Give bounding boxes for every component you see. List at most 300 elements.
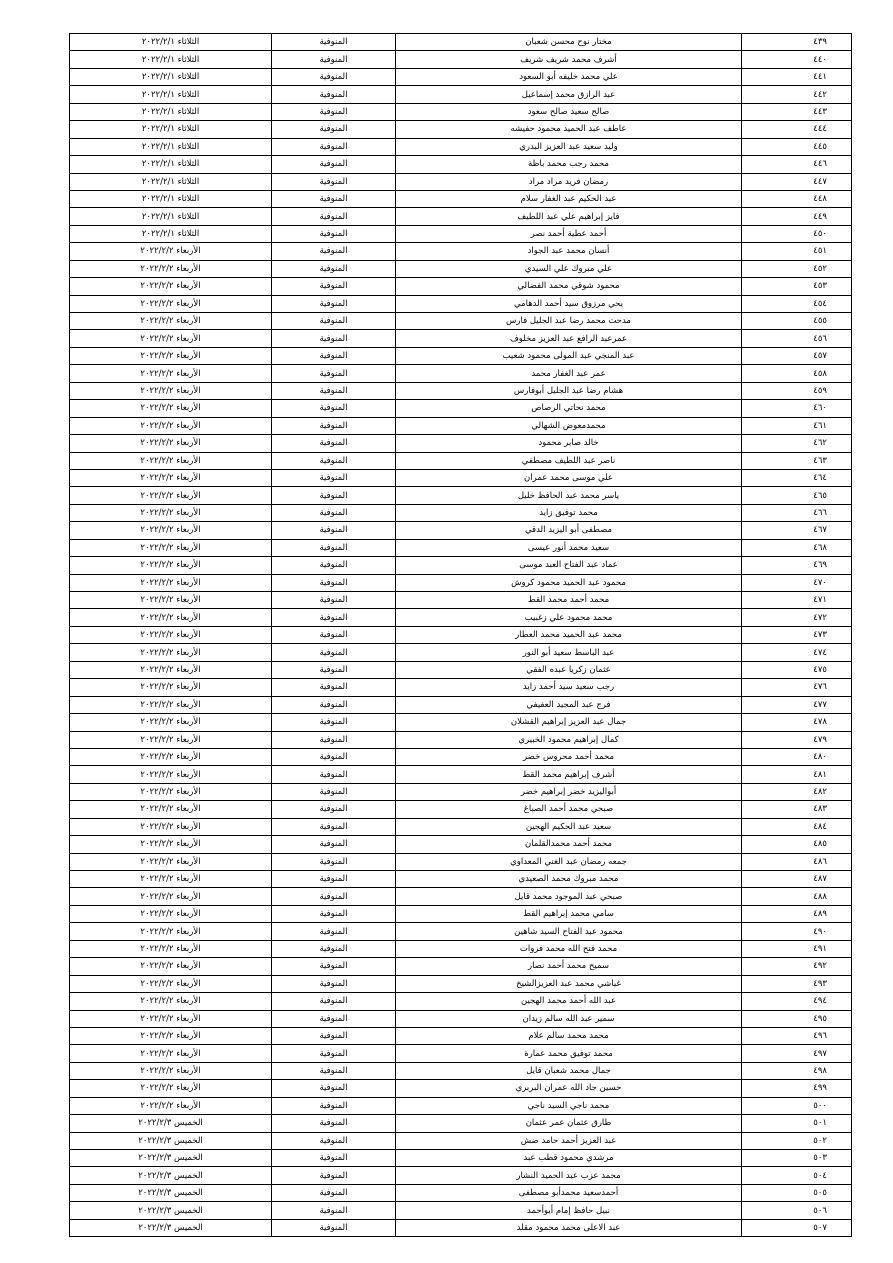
date-cell: الثلاثاء ٢٠٢٢/٢/١ (70, 121, 272, 138)
governorate-cell: المنوفية (272, 1167, 396, 1184)
table-row (70, 574, 852, 591)
date-cell: الأربعاء ٢٠٢٢/٢/٢ (70, 644, 272, 661)
row-number-cell: ٥٠٢ (742, 1132, 852, 1149)
name-cell: نبيل حافظ إمام أبوأحمد (396, 1202, 742, 1219)
name-cell: علي مبروك علي السيدي (396, 260, 742, 277)
table-row (70, 1027, 852, 1044)
table-row (70, 557, 852, 574)
governorate-cell: المنوفية (272, 731, 396, 748)
date-cell: الأربعاء ٢٠٢٢/٢/٢ (70, 1062, 272, 1079)
date-cell: الأربعاء ٢٠٢٢/٢/٢ (70, 888, 272, 905)
governorate-cell: المنوفية (272, 208, 396, 225)
governorate-cell: المنوفية (272, 940, 396, 957)
row-number-cell: ٤٩٠ (742, 923, 852, 940)
name-cell: محمد مبروك محمد الصعيدي (396, 871, 742, 888)
table-row (70, 644, 852, 661)
row-number-cell: ٤٥٠ (742, 225, 852, 242)
row-number-cell: ٥٠٣ (742, 1150, 852, 1167)
governorate-cell: المنوفية (272, 487, 396, 504)
date-cell: الأربعاء ٢٠٢٢/٢/٢ (70, 748, 272, 765)
table-row (70, 609, 852, 626)
row-number-cell: ٤٧٩ (742, 731, 852, 748)
date-cell: الأربعاء ٢٠٢٢/٢/٢ (70, 783, 272, 800)
table-row (70, 452, 852, 469)
table-row (70, 295, 852, 312)
table-row (70, 260, 852, 277)
row-number-cell: ٤٤١ (742, 68, 852, 85)
governorate-cell: المنوفية (272, 243, 396, 260)
row-number-cell: ٤٨٩ (742, 905, 852, 922)
name-cell: رجب سعيد سيد أحمد زايد (396, 679, 742, 696)
name-cell: عبد الرازق محمد إسماعيل (396, 86, 742, 103)
row-number-cell: ٥٠٦ (742, 1202, 852, 1219)
date-cell: الأربعاء ٢٠٢٢/٢/٢ (70, 626, 272, 643)
governorate-cell: المنوفية (272, 1027, 396, 1044)
date-cell: الأربعاء ٢٠٢٢/٢/٢ (70, 382, 272, 399)
date-cell: الأربعاء ٢٠٢٢/٢/٢ (70, 1010, 272, 1027)
date-cell: الثلاثاء ٢٠٢٢/٢/١ (70, 138, 272, 155)
name-cell: محمد نحاتي الرصاص (396, 400, 742, 417)
row-number-cell: ٤٧٢ (742, 609, 852, 626)
date-cell: الثلاثاء ٢٠٢٢/٢/١ (70, 225, 272, 242)
date-cell: الأربعاء ٢٠٢٢/٢/٢ (70, 574, 272, 591)
table-row (70, 766, 852, 783)
table-row (70, 626, 852, 643)
table-row (70, 1062, 852, 1079)
table-row (70, 888, 852, 905)
governorate-cell: المنوفية (272, 469, 396, 486)
row-number-cell: ٤٩٦ (742, 1027, 852, 1044)
table-row (70, 592, 852, 609)
date-cell: الأربعاء ٢٠٢٢/٢/٢ (70, 522, 272, 539)
governorate-cell: المنوفية (272, 905, 396, 922)
name-cell: يحي مرزوق سيد أحمد الدهامي (396, 295, 742, 312)
date-cell: الثلاثاء ٢٠٢٢/٢/١ (70, 190, 272, 207)
table-row (70, 208, 852, 225)
row-number-cell: ٤٨٣ (742, 801, 852, 818)
name-cell: عثمان زكريا عبده الفقي (396, 661, 742, 678)
table-row (70, 1045, 852, 1062)
table-row (70, 225, 852, 242)
date-cell: الأربعاء ٢٠٢٢/٢/٢ (70, 661, 272, 678)
row-number-cell: ٤٥١ (742, 243, 852, 260)
row-number-cell: ٤٥٩ (742, 382, 852, 399)
governorate-cell: المنوفية (272, 1115, 396, 1132)
name-cell: عمر عبد الغفار محمد (396, 365, 742, 382)
governorate-cell: المنوفية (272, 958, 396, 975)
row-number-cell: ٤٤٣ (742, 103, 852, 120)
name-cell: فرج عبد المجيد العفيفي (396, 696, 742, 713)
table-row (70, 51, 852, 68)
name-cell: مرشدي محمود قطب عبد (396, 1150, 742, 1167)
row-number-cell: ٥٠٥ (742, 1184, 852, 1201)
governorate-cell: المنوفية (272, 644, 396, 661)
row-number-cell: ٤٤٥ (742, 138, 852, 155)
table-row (70, 278, 852, 295)
row-number-cell: ٤٧٦ (742, 679, 852, 696)
table-row (70, 103, 852, 120)
table-row (70, 853, 852, 870)
governorate-cell: المنوفية (272, 103, 396, 120)
table-row (70, 382, 852, 399)
date-cell: الأربعاء ٢٠٢٢/٢/٢ (70, 592, 272, 609)
table-row (70, 1097, 852, 1114)
date-cell: الأربعاء ٢٠٢٢/٢/٢ (70, 905, 272, 922)
name-cell: عبد المنجي عبد المولى محمود شعيب (396, 347, 742, 364)
row-number-cell: ٤٨٥ (742, 836, 852, 853)
table-row (70, 783, 852, 800)
row-number-cell: ٤٩٩ (742, 1080, 852, 1097)
table-row (70, 330, 852, 347)
row-number-cell: ٤٥٨ (742, 365, 852, 382)
row-number-cell: ٤٧٥ (742, 661, 852, 678)
table-row (70, 923, 852, 940)
name-cell: عبد الله أحمد محمد الهجين (396, 993, 742, 1010)
name-cell: عبد الباسط سعيد أبو النور (396, 644, 742, 661)
table-row (70, 1202, 852, 1219)
table-row (70, 121, 852, 138)
row-number-cell: ٤٨٢ (742, 783, 852, 800)
date-cell: الأربعاء ٢٠٢٢/٢/٢ (70, 993, 272, 1010)
row-number-cell: ٤٦١ (742, 417, 852, 434)
table-row (70, 731, 852, 748)
governorate-cell: المنوفية (272, 574, 396, 591)
governorate-cell: المنوفية (272, 295, 396, 312)
row-number-cell: ٥٠٤ (742, 1167, 852, 1184)
governorate-cell: المنوفية (272, 225, 396, 242)
date-cell: الخميس ٢٠٢٢/٢/٣ (70, 1219, 272, 1236)
table-row (70, 138, 852, 155)
governorate-cell: المنوفية (272, 714, 396, 731)
row-number-cell: ٤٦٦ (742, 504, 852, 521)
name-cell: فايز إبراهيم علي عبد اللطيف (396, 208, 742, 225)
table-row (70, 469, 852, 486)
name-cell: عاطف عبد الحميد محمود حفيشه (396, 121, 742, 138)
name-cell: عبد الحكيم عبد الغفار سلام (396, 190, 742, 207)
row-number-cell: ٤٨٤ (742, 818, 852, 835)
date-cell: الثلاثاء ٢٠٢٢/٢/١ (70, 68, 272, 85)
name-cell: رمضان فريد مراد مراد (396, 173, 742, 190)
row-number-cell: ٤٦٩ (742, 557, 852, 574)
governorate-cell: المنوفية (272, 1132, 396, 1149)
table-row (70, 1150, 852, 1167)
date-cell: الأربعاء ٢٠٢٢/٢/٢ (70, 400, 272, 417)
row-number-cell: ٤٦٢ (742, 435, 852, 452)
name-cell: طارق عثمان عمر عثمان (396, 1115, 742, 1132)
table-row (70, 34, 852, 51)
date-cell: الأربعاء ٢٠٢٢/٢/٢ (70, 1097, 272, 1114)
governorate-cell: المنوفية (272, 504, 396, 521)
row-number-cell: ٤٤٠ (742, 51, 852, 68)
name-cell: سميح محمد أحمد نصار (396, 958, 742, 975)
table-row (70, 156, 852, 173)
date-cell: الأربعاء ٢٠٢٢/٢/٢ (70, 260, 272, 277)
name-cell: محمود شوقي محمد الفضالي (396, 278, 742, 295)
table-row (70, 1219, 852, 1236)
name-cell: خالد صابر محمود (396, 435, 742, 452)
table-row (70, 661, 852, 678)
records-table-body (70, 34, 852, 1237)
governorate-cell: المنوفية (272, 313, 396, 330)
name-cell: عبد الاعلى محمد محمود مقلد (396, 1219, 742, 1236)
name-cell: سامي محمد إبراهيم القط (396, 905, 742, 922)
governorate-cell: المنوفية (272, 138, 396, 155)
date-cell: الخميس ٢٠٢٢/٢/٣ (70, 1167, 272, 1184)
date-cell: الثلاثاء ٢٠٢٢/٢/١ (70, 86, 272, 103)
table-row (70, 365, 852, 382)
name-cell: محمد رجب محمد باظة (396, 156, 742, 173)
name-cell: محمد أحمد محروس خضر (396, 748, 742, 765)
row-number-cell: ٤٨٨ (742, 888, 852, 905)
governorate-cell: المنوفية (272, 626, 396, 643)
row-number-cell: ٥٠١ (742, 1115, 852, 1132)
row-number-cell: ٤٥٦ (742, 330, 852, 347)
name-cell: سعيد محمد أنور عيسى (396, 539, 742, 556)
date-cell: الخميس ٢٠٢٢/٢/٣ (70, 1202, 272, 1219)
row-number-cell: ٤٦٨ (742, 539, 852, 556)
row-number-cell: ٤٦٤ (742, 469, 852, 486)
table-row (70, 679, 852, 696)
table-row (70, 905, 852, 922)
date-cell: الأربعاء ٢٠٢٢/٢/٢ (70, 295, 272, 312)
table-row (70, 68, 852, 85)
date-cell: الأربعاء ٢٠٢٢/٢/٢ (70, 696, 272, 713)
row-number-cell: ٤٧٠ (742, 574, 852, 591)
governorate-cell: المنوفية (272, 51, 396, 68)
governorate-cell: المنوفية (272, 1219, 396, 1236)
row-number-cell: ٤٧٨ (742, 714, 852, 731)
date-cell: الأربعاء ٢٠٢٢/٢/٢ (70, 1045, 272, 1062)
name-cell: جمعه رمضان عبد الغني المعداوي (396, 853, 742, 870)
table-row (70, 400, 852, 417)
governorate-cell: المنوفية (272, 661, 396, 678)
table-row (70, 714, 852, 731)
row-number-cell: ٤٧٧ (742, 696, 852, 713)
governorate-cell: المنوفية (272, 679, 396, 696)
governorate-cell: المنوفية (272, 871, 396, 888)
table-row (70, 313, 852, 330)
row-number-cell: ٤٩٤ (742, 993, 852, 1010)
name-cell: عماد عبد الفتاح العبد موسى (396, 557, 742, 574)
date-cell: الأربعاء ٢٠٢٢/٢/٢ (70, 940, 272, 957)
row-number-cell: ٤٤٢ (742, 86, 852, 103)
governorate-cell: المنوفية (272, 783, 396, 800)
date-cell: الثلاثاء ٢٠٢٢/٢/١ (70, 208, 272, 225)
table-row (70, 993, 852, 1010)
table-row (70, 1167, 852, 1184)
date-cell: الأربعاء ٢٠٢٢/٢/٢ (70, 435, 272, 452)
row-number-cell: ٤٩٨ (742, 1062, 852, 1079)
name-cell: محمد عبد الحميد محمد العطار (396, 626, 742, 643)
date-cell: الأربعاء ٢٠٢٢/٢/٢ (70, 958, 272, 975)
row-number-cell: ٤٦٥ (742, 487, 852, 504)
records-table (69, 33, 852, 1237)
row-number-cell: ٤٦٧ (742, 522, 852, 539)
row-number-cell: ٤٨٦ (742, 853, 852, 870)
name-cell: محمد توفيق زايد (396, 504, 742, 521)
name-cell: محمد محمود علي زغبيب (396, 609, 742, 626)
name-cell: غباشي محمد عبد العزيزالشيخ (396, 975, 742, 992)
governorate-cell: المنوفية (272, 923, 396, 940)
row-number-cell: ٤٥٣ (742, 278, 852, 295)
row-number-cell: ٤٤٩ (742, 208, 852, 225)
date-cell: الثلاثاء ٢٠٢٢/٢/١ (70, 103, 272, 120)
date-cell: الأربعاء ٢٠٢٢/٢/٢ (70, 975, 272, 992)
table-row (70, 86, 852, 103)
governorate-cell: المنوفية (272, 121, 396, 138)
date-cell: الأربعاء ٢٠٢٢/٢/٢ (70, 347, 272, 364)
name-cell: علي محمد خليفه أبو السعود (396, 68, 742, 85)
date-cell: الأربعاء ٢٠٢٢/٢/٢ (70, 766, 272, 783)
table-row (70, 243, 852, 260)
name-cell: مدحت محمد رضا عبد الجليل فارس (396, 313, 742, 330)
governorate-cell: المنوفية (272, 557, 396, 574)
name-cell: أحمد عطية أحمد نصر (396, 225, 742, 242)
governorate-cell: المنوفية (272, 1184, 396, 1201)
row-number-cell: ٥٠٧ (742, 1219, 852, 1236)
date-cell: الأربعاء ٢٠٢٢/٢/٢ (70, 504, 272, 521)
row-number-cell: ٤٩١ (742, 940, 852, 957)
governorate-cell: المنوفية (272, 888, 396, 905)
date-cell: الخميس ٢٠٢٢/٢/٣ (70, 1184, 272, 1201)
date-cell: الأربعاء ٢٠٢٢/٢/٢ (70, 1080, 272, 1097)
governorate-cell: المنوفية (272, 748, 396, 765)
table-row (70, 871, 852, 888)
date-cell: الأربعاء ٢٠٢٢/٢/٢ (70, 853, 272, 870)
governorate-cell: المنوفية (272, 609, 396, 626)
name-cell: محمد أحمد محمدالقلمان (396, 836, 742, 853)
row-number-cell: ٤٤٧ (742, 173, 852, 190)
name-cell: محمدمعوض الشهالي (396, 417, 742, 434)
table-row (70, 975, 852, 992)
date-cell: الأربعاء ٢٠٢٢/٢/٢ (70, 278, 272, 295)
governorate-cell: المنوفية (272, 382, 396, 399)
governorate-cell: المنوفية (272, 1202, 396, 1219)
name-cell: جمال محمد شعبان قايل (396, 1062, 742, 1079)
governorate-cell: المنوفية (272, 173, 396, 190)
name-cell: أحمدسعيد محمدأبو مصطفى (396, 1184, 742, 1201)
table-row (70, 173, 852, 190)
date-cell: الثلاثاء ٢٠٢٢/٢/١ (70, 51, 272, 68)
date-cell: الأربعاء ٢٠٢٢/٢/٢ (70, 871, 272, 888)
governorate-cell: المنوفية (272, 400, 396, 417)
name-cell: مختار نوح محسن شعبان (396, 34, 742, 51)
name-cell: ياسر محمد عبد الحافظ خليل (396, 487, 742, 504)
governorate-cell: المنوفية (272, 365, 396, 382)
name-cell: محمود عبد الحميد محمود كروش (396, 574, 742, 591)
table-row (70, 818, 852, 835)
governorate-cell: المنوفية (272, 190, 396, 207)
date-cell: الأربعاء ٢٠٢٢/٢/٢ (70, 609, 272, 626)
date-cell: الأربعاء ٢٠٢٢/٢/٢ (70, 452, 272, 469)
row-number-cell: ٤٦٣ (742, 452, 852, 469)
governorate-cell: المنوفية (272, 1080, 396, 1097)
date-cell: الأربعاء ٢٠٢٢/٢/٢ (70, 330, 272, 347)
date-cell: الأربعاء ٢٠٢٢/٢/٢ (70, 557, 272, 574)
row-number-cell: ٤٨٠ (742, 748, 852, 765)
name-cell: محمد فتح الله محمد فروات (396, 940, 742, 957)
table-row (70, 487, 852, 504)
row-number-cell: ٤٧١ (742, 592, 852, 609)
governorate-cell: المنوفية (272, 86, 396, 103)
name-cell: صبحي محمد أحمد الصباغ (396, 801, 742, 818)
date-cell: الأربعاء ٢٠٢٢/٢/٢ (70, 836, 272, 853)
date-cell: الأربعاء ٢٠٢٢/٢/٢ (70, 539, 272, 556)
governorate-cell: المنوفية (272, 435, 396, 452)
governorate-cell: المنوفية (272, 696, 396, 713)
name-cell: هشام رضا عبد الجليل أبوفارس (396, 382, 742, 399)
name-cell: صالح سعيد صالح سعود (396, 103, 742, 120)
date-cell: الخميس ٢٠٢٢/٢/٣ (70, 1115, 272, 1132)
date-cell: الخميس ٢٠٢٢/٢/٣ (70, 1150, 272, 1167)
governorate-cell: المنوفية (272, 1097, 396, 1114)
table-row (70, 940, 852, 957)
row-number-cell: ٤٧٤ (742, 644, 852, 661)
date-cell: الأربعاء ٢٠٢٢/٢/٢ (70, 469, 272, 486)
table-row (70, 1115, 852, 1132)
table-row (70, 347, 852, 364)
date-cell: الأربعاء ٢٠٢٢/٢/٢ (70, 313, 272, 330)
table-row (70, 190, 852, 207)
date-cell: الأربعاء ٢٠٢٢/٢/٢ (70, 487, 272, 504)
table-row (70, 435, 852, 452)
governorate-cell: المنوفية (272, 836, 396, 853)
name-cell: كمال إبراهيم محمود الخبيري (396, 731, 742, 748)
name-cell: محمود عبد الفتاح السيد شاهين (396, 923, 742, 940)
governorate-cell: المنوفية (272, 260, 396, 277)
table-row (70, 958, 852, 975)
row-number-cell: ٤٩٣ (742, 975, 852, 992)
table-row (70, 539, 852, 556)
date-cell: الأربعاء ٢٠٢٢/٢/٢ (70, 801, 272, 818)
name-cell: علي موسى محمد عمران (396, 469, 742, 486)
governorate-cell: المنوفية (272, 539, 396, 556)
name-cell: ناصر عبد اللطيف مصطفي (396, 452, 742, 469)
governorate-cell: المنوفية (272, 801, 396, 818)
name-cell: أشرف إبراهيم محمد القط (396, 766, 742, 783)
governorate-cell: المنوفية (272, 156, 396, 173)
date-cell: الثلاثاء ٢٠٢٢/٢/١ (70, 34, 272, 51)
governorate-cell: المنوفية (272, 853, 396, 870)
governorate-cell: المنوفية (272, 1150, 396, 1167)
name-cell: صبحي عبد الموجود محمد قايل (396, 888, 742, 905)
row-number-cell: ٥٠٠ (742, 1097, 852, 1114)
name-cell: محمد أحمد محمد القط (396, 592, 742, 609)
table-row (70, 1010, 852, 1027)
name-cell: محمد توفيق محمد عمارة (396, 1045, 742, 1062)
name-cell: محمد ناجي السيد ناجي (396, 1097, 742, 1114)
row-number-cell: ٤٩٧ (742, 1045, 852, 1062)
date-cell: الأربعاء ٢٠٢٢/٢/٢ (70, 1027, 272, 1044)
name-cell: مصطفى أبو اليزيد الدقي (396, 522, 742, 539)
date-cell: الأربعاء ٢٠٢٢/٢/٢ (70, 679, 272, 696)
name-cell: محمد محمد سالم علام (396, 1027, 742, 1044)
governorate-cell: المنوفية (272, 347, 396, 364)
governorate-cell: المنوفية (272, 975, 396, 992)
name-cell: عمرعبد الرافع عبد العزيز مخلوف (396, 330, 742, 347)
date-cell: الأربعاء ٢٠٢٢/٢/٢ (70, 243, 272, 260)
date-cell: الثلاثاء ٢٠٢٢/٢/١ (70, 156, 272, 173)
name-cell: أشرف محمد شريف شريف (396, 51, 742, 68)
table-row (70, 417, 852, 434)
date-cell: الأربعاء ٢٠٢٢/٢/٢ (70, 923, 272, 940)
table-row (70, 748, 852, 765)
row-number-cell: ٤٧٣ (742, 626, 852, 643)
governorate-cell: المنوفية (272, 417, 396, 434)
governorate-cell: المنوفية (272, 1062, 396, 1079)
date-cell: الأربعاء ٢٠٢٢/٢/٢ (70, 818, 272, 835)
row-number-cell: ٤٥٧ (742, 347, 852, 364)
